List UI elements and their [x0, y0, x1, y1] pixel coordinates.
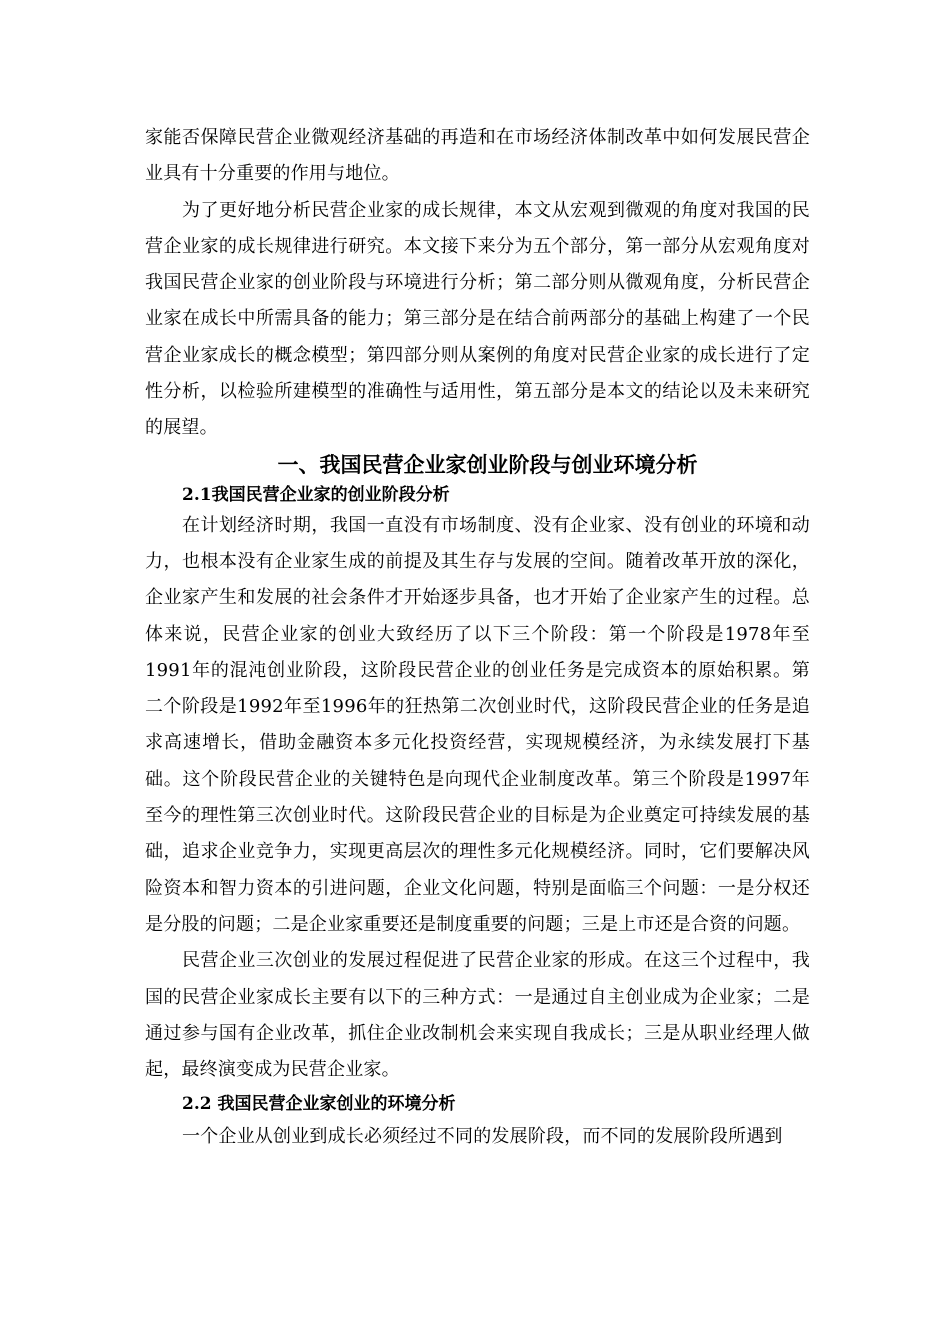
- paragraph-startup-stages: 在计划经济时期，我国一直没有市场制度、没有企业家、没有创业的环境和动力，也根本没有企业家生成的前提及其生存与发展的空间。随着改革开放的深化，企业家产生和发展的社会条件才开始逐步具备，也才开始了企业家产生的过程。总体来说，民营企业家的创业大致经历了以下三个阶段：第一个阶段是1978年至1991年的混沌创业阶段，这阶段民营企业的创业任务是完成资本的原始积累。第二个阶段是1992年至1996年的狂热第二次创业时代，这阶段民营企业的任务是追求高速增长，借助金融资本多元化投资经营，实现规模经济，为永续发展打下基础。这个阶段民营企业的关键特色是向现代企业制度改革。第三个阶段是1997年至今的理性第三次创业时代。这阶段民营企业的目标是为企业奠定可持续发展的基础，追求企业竞争力，实现更高层次的理性多元化规模经济。同时，它们要解决风险资本和智力资本的引进问题，企业文化问题，特别是面临三个问题：一是分权还是分股的问题；二是企业家重要还是制度重要的问题；三是上市还是合资的问题。: [145, 514, 810, 935]
- paragraph-continuation: 家能否保障民营企业微观经济基础的再造和在市场经济体制改革中如何发展民营企业具有十分重要的作用与地位。: [145, 127, 810, 185]
- paragraph-structure-overview: 为了更好地分析民营企业家的成长规律，本文从宏观到微观的角度对我国的民营企业家的成长规律进行研究。本文接下来分为五个部分，第一部分从宏观角度对我国民营企业家的创业阶段与环境进行分析；第二部分则从微观角度，分析民营企业家在成长中所需具备的能力；第三部分是在结合前两部分的基础上构建了一个民营企业家成长的概念模型；第四部分则从案例的角度对民营企业家的成长进行了定性分析，以检验所建模型的准确性与适用性，第五部分是本文的结论以及未来研究的展望。: [145, 199, 810, 439]
- paragraph-environment: 一个企业从创业到成长必须经过不同的发展阶段，而不同的发展阶段所遇到: [182, 1126, 783, 1148]
- paragraph-growth-modes: 民营企业三次创业的发展过程促进了民营企业家的形成。在这三个过程中，我国的民营企业家成长主要有以下的三种方式：一是通过自主创业成为企业家；二是通过参与国有企业改革，抓住企业改制机会来实现自我成长；三是从职业经理人做起，最终演变成为民营企业家。: [145, 950, 810, 1081]
- document-page: [145, 120, 810, 1156]
- subheading-startup-stages: 2.1我国民营企业家的创业阶段分析: [182, 484, 450, 505]
- section-heading: 一、我国民营企业家创业阶段与创业环境分析: [277, 452, 698, 477]
- subheading-environment: 2.2 我国民营企业家创业的环境分析: [182, 1094, 456, 1115]
